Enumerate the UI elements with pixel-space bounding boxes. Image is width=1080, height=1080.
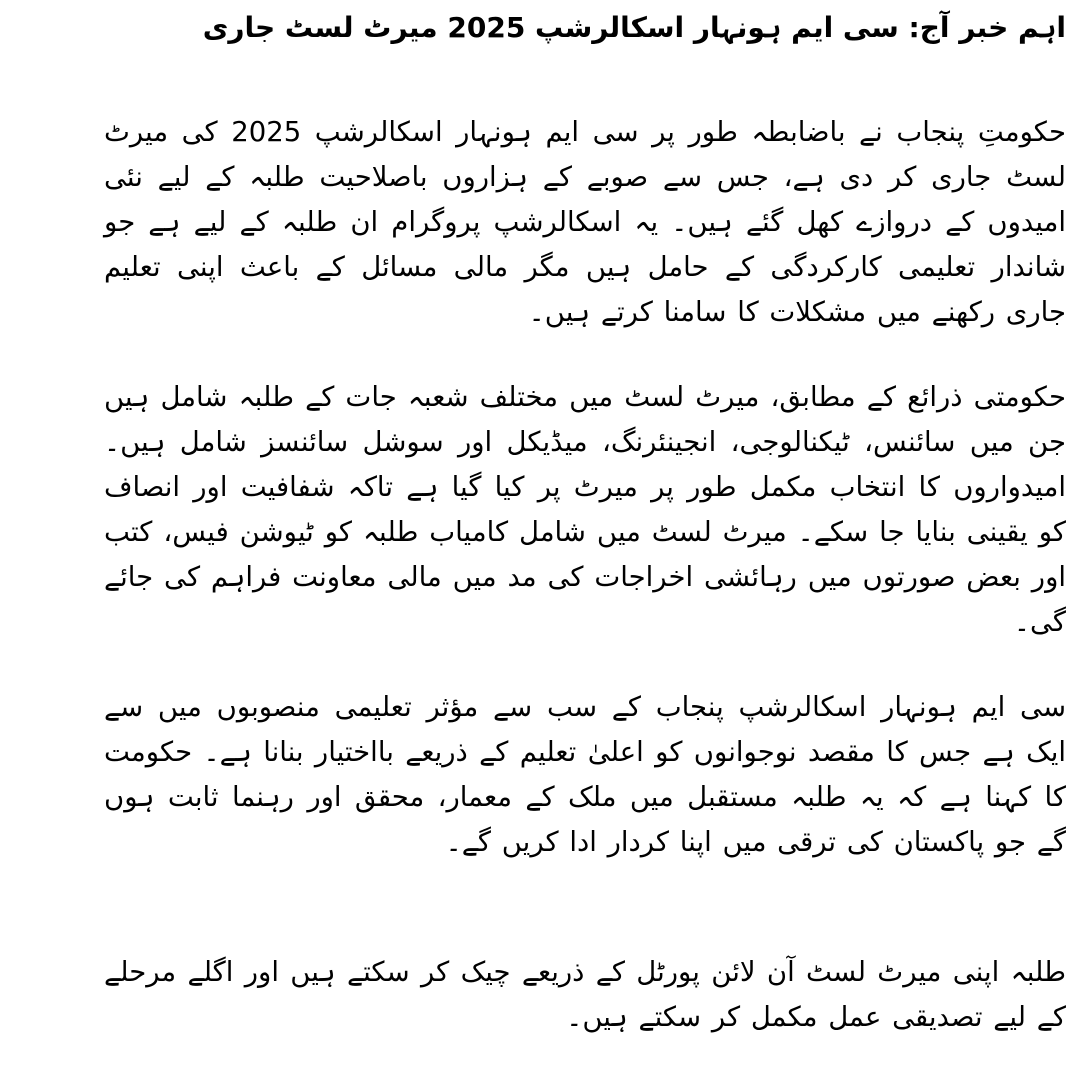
article-paragraph-2: حکومتی ذرائع کے مطابق، میرٹ لسٹ میں مختلف شعبہ جات کے طلبہ شامل ہیں جن میں سائنس، ٹیکنالوجی، انجینئرنگ، میڈیکل اور سوشل سائنسز شامل ہیں۔ امیدواروں کا انتخاب مکمل طور پر میرٹ پر کیا گیا ہے تاکہ شفافیت اور انصاف کو یقینی بنایا جا سکے۔ میرٹ لسٹ میں شامل کامیاب طلبہ کو ٹیوشن فیس، کتب اور بعض صورتوں میں رہائشی اخراجات کی مد میں مالی معاونت فراہم کی جائے گی۔ [104,381,1066,638]
article-paragraph-1: حکومتِ پنجاب نے باضابطہ طور پر سی ایم ہونہار اسکالرشپ 2025 کی میرٹ لسٹ جاری کر دی ہے، جس سے صوبے کے ہزاروں باصلاحیت طلبہ کے لیے نئی امیدوں کے دروازے کھل گئے ہیں۔ یہ اسکالرشپ پروگرام ان طلبہ کے لیے ہے جو شاندار تعلیمی کارکردگی کے حامل ہیں مگر مالی مسائل کے باعث اپنی تعلیم جاری رکھنے میں مشکلات کا سامنا کرتے ہیں۔ [104,116,1066,328]
article-paragraph-3: سی ایم ہونہار اسکالرشپ پنجاب کے سب سے مؤثر تعلیمی منصوبوں میں سے ایک ہے جس کا مقصد نوجوانوں کو اعلیٰ تعلیم کے ذریعے بااختیار بنانا ہے۔ حکومت کا کہنا ہے کہ یہ طلبہ مستقبل میں ملک کے معمار، محقق اور رہنما ثابت ہوں گے جو پاکستان کی ترقی میں اپنا کردار ادا کریں گے۔ [104,691,1066,858]
article-headline: اہم خبر آج: سی ایم ہونہار اسکالرشپ 2025 میرٹ لسٹ جاری [202,11,1066,44]
article-paragraph-4: طلبہ اپنی میرٹ لسٹ آن لائن پورٹل کے ذریعے چیک کر سکتے ہیں اور اگلے مرحلے کے لیے تصدیقی عمل مکمل کر سکتے ہیں۔ [104,956,1066,1033]
